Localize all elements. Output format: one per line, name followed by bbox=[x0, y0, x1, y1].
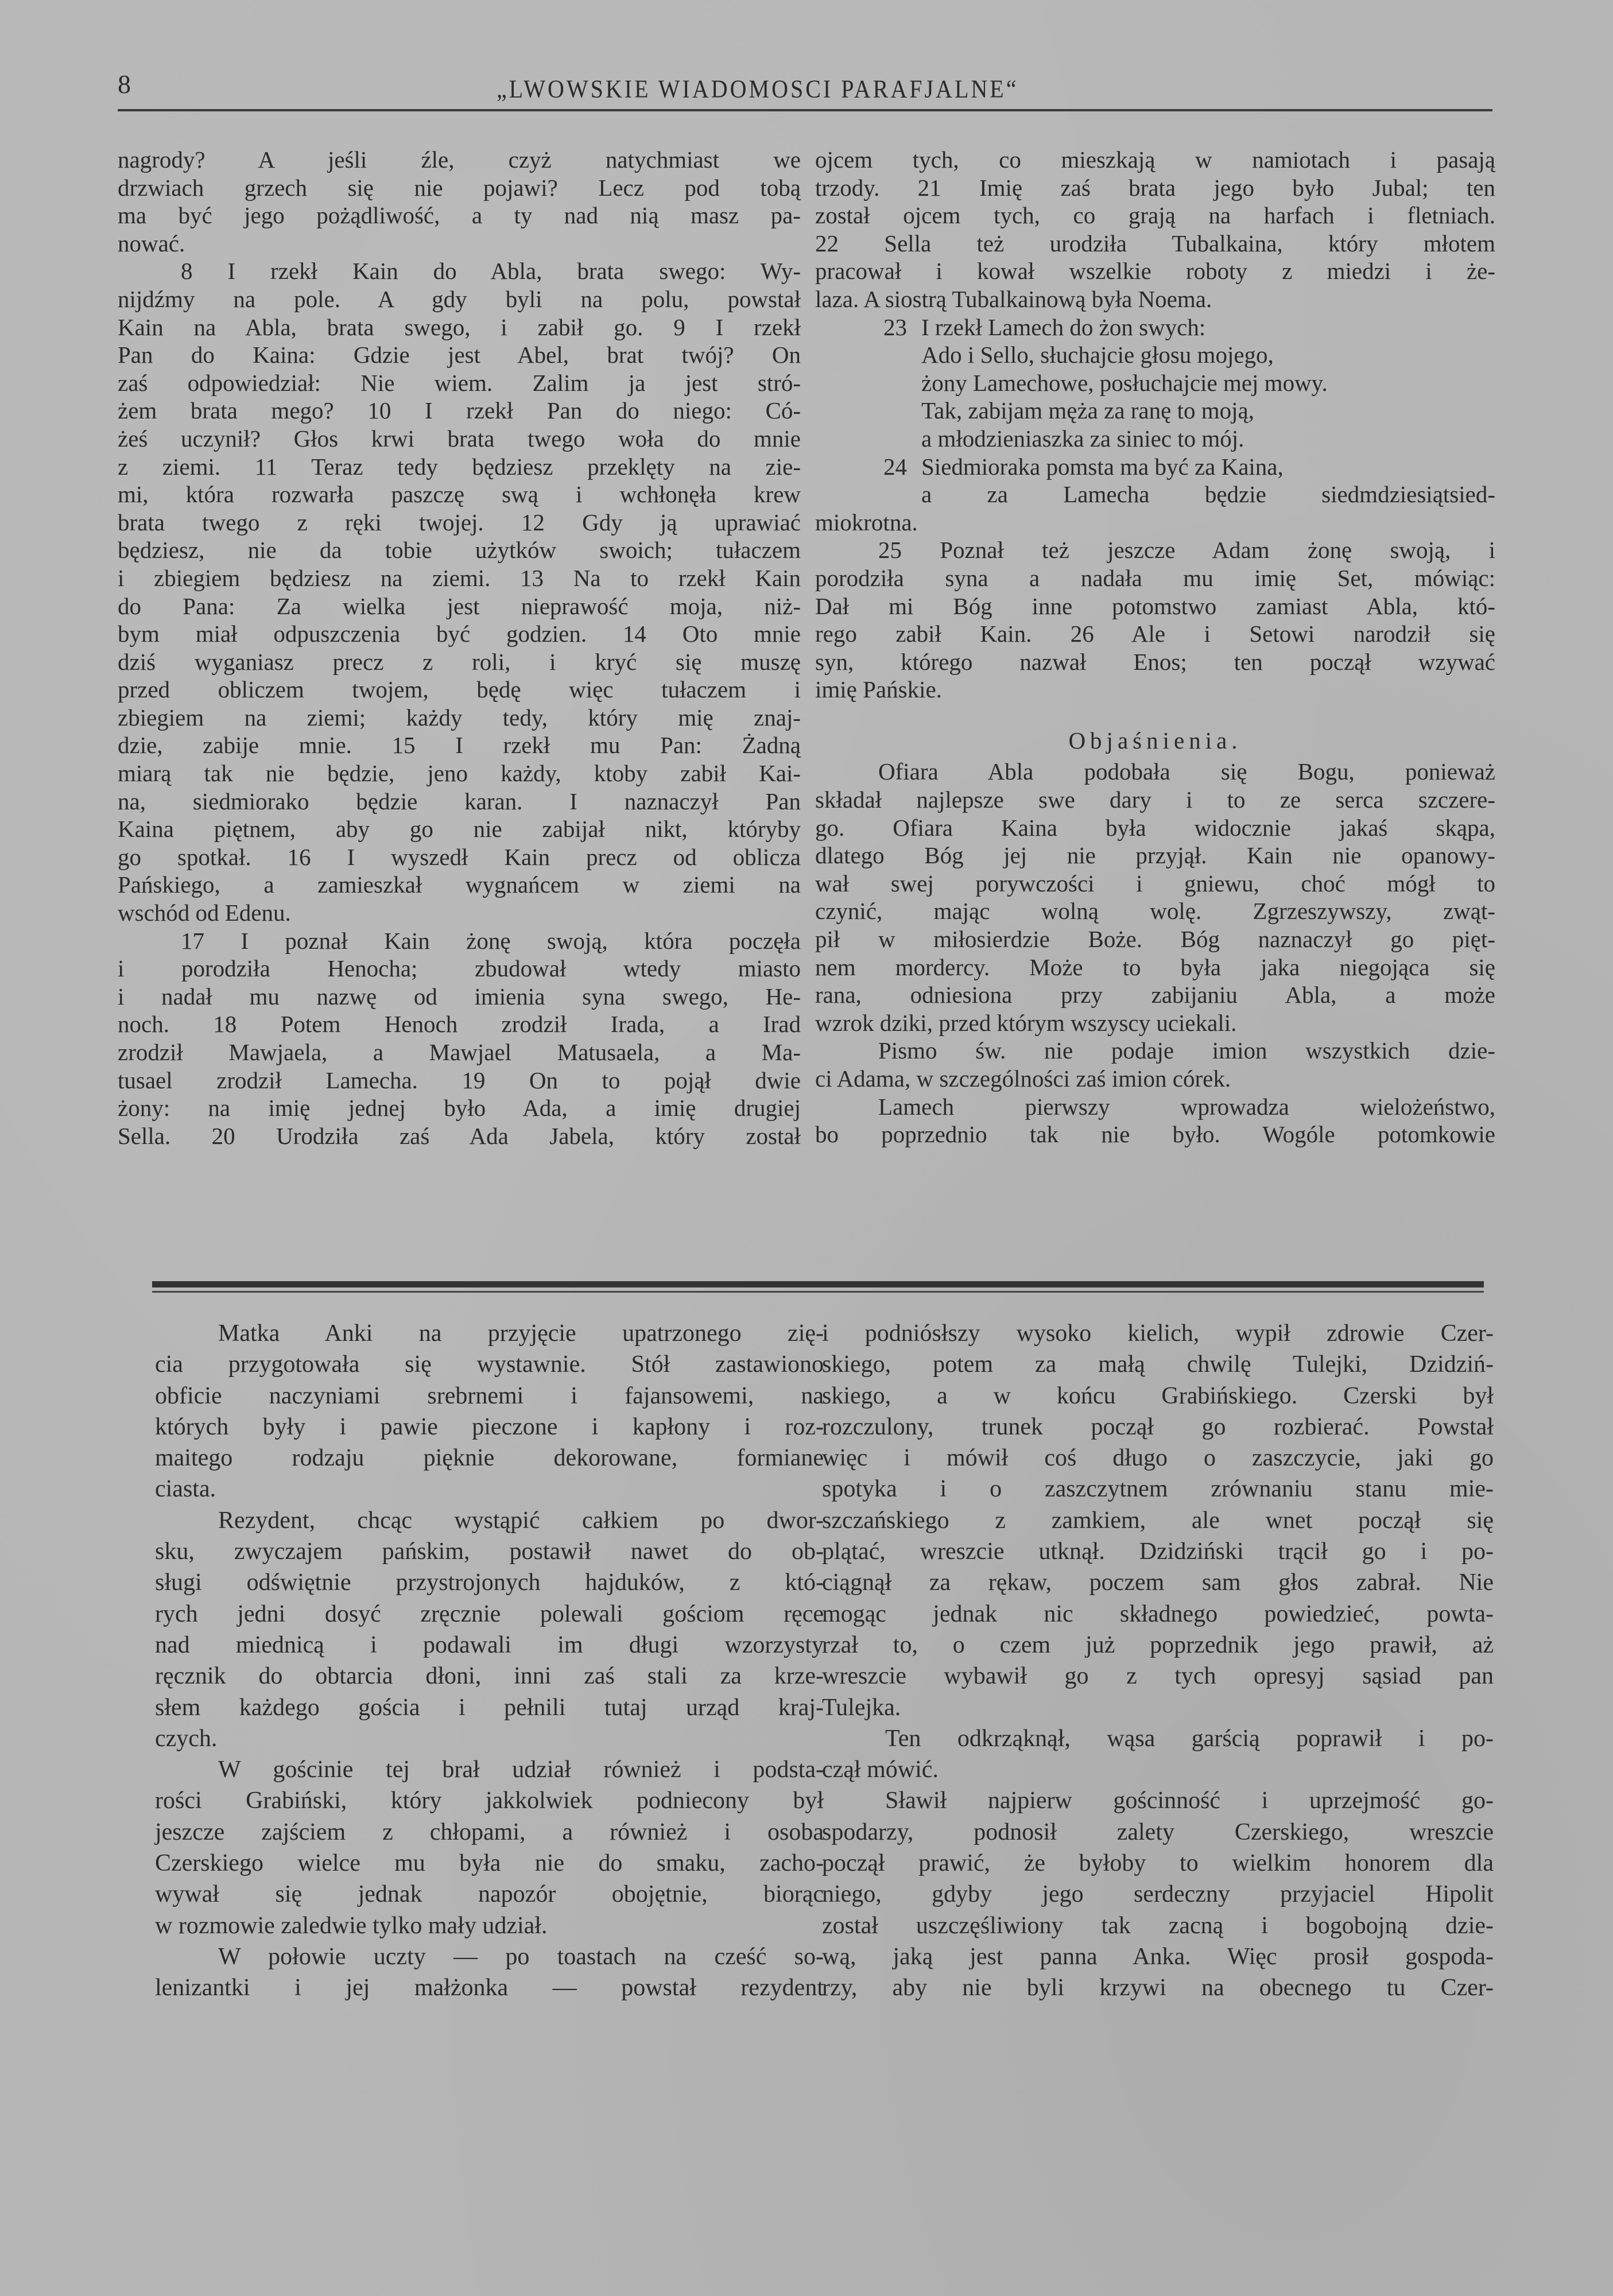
text-line: żony: na imię jednej było Ada, a imię drugiej bbox=[118, 1095, 801, 1122]
text-line: ręcznik do obtarcia dłoni, inni zaś stali za krze- bbox=[155, 1663, 824, 1690]
text-line: syn, którego nazwał Enos; ten począł wzywać bbox=[815, 648, 1495, 675]
text-line: wzrok dziki, przed którym wszyscy uciekali. bbox=[815, 1009, 1237, 1036]
text-line: wschód od Edenu. bbox=[118, 899, 291, 926]
text-line: noch. 18 Potem Henoch zrodził Irada, a Irad bbox=[118, 1011, 801, 1038]
text-line: składał najlepsze swe dary i to ze serca szczere- bbox=[815, 786, 1495, 813]
text-line: Sella. 20 Urodziła zaś Ada Jabela, który został bbox=[118, 1122, 801, 1149]
text-line: do Pana: Za wielka jest nieprawość moja, niż- bbox=[118, 592, 801, 619]
text-line: sku, zwyczajem pańskim, postawił nawet do ob- bbox=[155, 1538, 824, 1565]
text-line: wreszcie wybawił go z tych opresyj sąsiad pan bbox=[822, 1663, 1494, 1690]
poem-text: Siedmioraka pomsta ma być za Kaina, bbox=[921, 453, 1284, 480]
text-line: rych jedni dosyć zręcznie polewali gościom ręce bbox=[155, 1600, 824, 1627]
text-line: Kain na Abla, brata swego, i zabił go. 9 I rzekł bbox=[118, 313, 801, 340]
text-line: ma być jego pożądliwość, a ty nad nią masz pa- bbox=[118, 202, 801, 229]
text-line: brata twego z ręki twojej. 12 Gdy ją uprawiać bbox=[118, 509, 801, 536]
header-rule bbox=[118, 109, 1492, 111]
text-line: wywał się jednak napozór obojętnie, biorąc bbox=[155, 1881, 824, 1908]
text-line: ciągnął za rękaw, poczem sam głos zabrał. Nie bbox=[822, 1569, 1494, 1596]
text-line: wą, jaką jest panna Anka. Więc prosił gospoda- bbox=[822, 1943, 1494, 1970]
verse-number: 24 bbox=[883, 453, 907, 480]
column-top-left bbox=[118, 146, 801, 1150]
poem-line bbox=[815, 480, 1495, 509]
text-line: lenizantki i jej małżonka — powstał rezydent bbox=[155, 1975, 824, 2002]
text-line: począł prawić, że byłoby to wielkim honorem dla bbox=[822, 1850, 1494, 1877]
text-line: Sławił najpierw gościnność i uprzejmość go- bbox=[885, 1787, 1494, 1814]
poem-text: Tak, zabijam męża za ranę to moją, bbox=[921, 397, 1254, 424]
section-heading: Objaśnienia. bbox=[1068, 727, 1242, 754]
text-line: słem każdego gościa i pełnili tutaj urząd kraj- bbox=[155, 1694, 824, 1721]
text-line: laza. A siostrą Tubalkainową była Noema. bbox=[815, 285, 1212, 312]
text-line: Dał mi Bóg inne potomstwo zamiast Abla, któ- bbox=[815, 592, 1495, 619]
text-line: Tulejka. bbox=[822, 1694, 901, 1721]
lamech-song bbox=[815, 313, 1495, 509]
text-line: przed obliczem twojem, będę więc tułaczem i bbox=[118, 676, 801, 703]
text-line: 8 I rzekł Kain do Abla, brata swego: Wy- bbox=[181, 258, 801, 285]
text-line: ci Adama, w szczególności zaś imion córek. bbox=[815, 1065, 1231, 1092]
poem-text: a za Lamecha będzie siedmdziesiątsied- bbox=[921, 481, 1495, 508]
text-line: dziś wyganiasz precz z roli, i kryć się muszę bbox=[118, 648, 801, 675]
text-line: go. Ofiara Kaina była widocznie jakaś skąpa, bbox=[815, 814, 1495, 841]
text-line: których były i pawie pieczone i kapłony i roz- bbox=[155, 1413, 824, 1440]
text-line: Pańskiego, a zamieszkał wygnańcem w ziemi na bbox=[118, 871, 801, 898]
text-line: dzie, zabije mnie. 15 I rzekł mu Pan: Żadną bbox=[118, 732, 801, 759]
poem-text: a młodzieniaszka za siniec to mój. bbox=[921, 425, 1244, 452]
poem-line bbox=[815, 341, 1495, 369]
poem-line bbox=[815, 453, 1495, 481]
text-line: nować. bbox=[118, 230, 185, 257]
text-line: rego zabił Kain. 26 Ale i Setowi narodził się bbox=[815, 620, 1495, 647]
text-line: z ziemi. 11 Teraz tedy będziesz przeklęty na zie- bbox=[118, 453, 801, 480]
text-line: W gościnie tej brał udział również i podsta- bbox=[218, 1756, 824, 1783]
text-line: sługi odświętnie przystrojonych hajduków, z któ- bbox=[155, 1569, 824, 1596]
poem-text: żony Lamechowe, posłuchajcie mej mowy. bbox=[921, 369, 1328, 396]
text-line: W połowie uczty — po toastach na cześć so- bbox=[218, 1943, 824, 1970]
text-line: żeś uczynił? Głos krwi brata twego woła do mnie bbox=[118, 425, 801, 452]
text-line: porodziła syna a nadała mu imię Set, mówiąc: bbox=[815, 564, 1495, 591]
text-line: nijdźmy na pole. A gdy byli na polu, powstał bbox=[118, 285, 801, 312]
text-line: zrodził Mawjaela, a Mawjael Matusaela, a Ma- bbox=[118, 1039, 801, 1065]
text-line: wał swej porywczości i gniewu, choć mógł to bbox=[815, 870, 1495, 897]
divider-thick-rule bbox=[152, 1281, 1484, 1287]
text-line: rana, odniesiona przy zabijaniu Abla, a może bbox=[815, 982, 1495, 1009]
divider-thin-rule bbox=[152, 1291, 1484, 1293]
feuilleton-divider bbox=[152, 1281, 1484, 1293]
text-line: tusael zrodził Lamecha. 19 On to pojął dwie bbox=[118, 1066, 801, 1093]
column-bottom-left bbox=[155, 1318, 824, 2004]
text-line: jeszcze zajściem z chłopami, a również i osoba bbox=[155, 1818, 824, 1845]
text-line: i nadał mu nazwę od imienia syna swego, He- bbox=[118, 983, 801, 1010]
running-title: „LWOWSKIE WIADOMOSCI PARAFJALNE“ bbox=[497, 74, 1019, 103]
text-line: Czerskiego wielce mu była nie do smaku, zacho- bbox=[155, 1850, 824, 1877]
text-line: 25 Poznał też jeszcze Adam żonę swoją, i bbox=[878, 537, 1495, 564]
text-line: i podniósłszy wysoko kielich, wypił zdrowie Czer- bbox=[822, 1320, 1494, 1347]
text-line: 22 Sella też urodziła Tubalkaina, który młotem bbox=[815, 230, 1495, 257]
poem-line bbox=[815, 397, 1495, 425]
text-line: pracował i kował wszelkie roboty z miedzi i że- bbox=[815, 258, 1495, 285]
text-line: miokrotna. bbox=[815, 509, 918, 536]
text-line: zbiegiem na ziemi; każdy tedy, który mię znaj- bbox=[118, 704, 801, 731]
text-line: ojcem tych, co mieszkają w namiotach i pasają bbox=[815, 146, 1495, 173]
text-line: niego, gdyby jego serdeczny przyjaciel Hipolit bbox=[822, 1881, 1494, 1908]
text-line: trzody. 21 Imię zaś brata jego było Jubal; ten bbox=[815, 174, 1495, 201]
poem-line bbox=[815, 369, 1495, 397]
text-line: szczańskiego z zamkiem, ale wnet począł się bbox=[822, 1507, 1494, 1534]
text-line: drzwiach grzech się nie pojawi? Lecz pod tobą bbox=[118, 174, 801, 201]
text-line: rzał to, o czem już poprzednik jego prawił, aż bbox=[822, 1631, 1494, 1658]
text-line: Pan do Kaina: Gdzie jest Abel, brat twój? On bbox=[118, 342, 801, 369]
text-line: bym miał odpuszczenia być godzien. 14 Oto mnie bbox=[118, 620, 801, 647]
text-line: czął mówić. bbox=[822, 1756, 939, 1783]
text-line: rości Grabiński, który jakkolwiek podniecony był bbox=[155, 1787, 824, 1814]
column-top-right bbox=[815, 146, 1495, 1149]
poem-text: I rzekł Lamech do żon swych: bbox=[921, 313, 1206, 340]
poem-line bbox=[815, 425, 1495, 453]
text-line: ciasta. bbox=[155, 1476, 216, 1503]
column-bottom-right bbox=[822, 1318, 1494, 2004]
text-line: czynić, mając wolną wolę. Zgrzeszywszy, zwąt- bbox=[815, 898, 1495, 925]
poem-line bbox=[815, 313, 1495, 342]
text-line: Kaina piętnem, aby go nie zabijał nikt, któryby bbox=[118, 816, 801, 843]
text-line: miarą tak nie będzie, jeno każdy, ktoby zabił Kai- bbox=[118, 760, 801, 787]
text-line: został uszczęśliwiony tak zacną i bogobojną dzie- bbox=[822, 1912, 1494, 1939]
text-line: obficie naczyniami srebrnemi i fajansowemi, na bbox=[155, 1382, 824, 1409]
verse-number: 23 bbox=[883, 313, 907, 340]
text-line: nem mordercy. Może to była jaka niegojąca się bbox=[815, 953, 1495, 980]
text-line: spodarzy, podnosił zalety Czerskiego, wreszcie bbox=[822, 1818, 1494, 1845]
text-line: imię Pańskie. bbox=[815, 676, 942, 703]
text-line: rozczulony, trunek począł go rozbierać. Powstał bbox=[822, 1413, 1494, 1440]
text-line: nagrody? A jeśli źle, czyż natychmiast we bbox=[118, 146, 801, 173]
text-line: skiego, a w końcu Grabińskiego. Czerski był bbox=[822, 1382, 1494, 1409]
text-line: i zbiegiem będziesz na ziemi. 13 Na to rzekł Kain bbox=[118, 564, 801, 591]
text-line: go spotkał. 16 I wyszedł Kain precz od oblicza bbox=[118, 843, 801, 870]
text-line: zaś odpowiedział: Nie wiem. Zalim ja jest stró- bbox=[118, 369, 801, 396]
page-header bbox=[118, 63, 1492, 115]
text-line: 17 I poznał Kain żonę swoją, która poczęła bbox=[181, 927, 801, 954]
text-line: żem brata mego? 10 I rzekł Pan do niego: Có- bbox=[118, 397, 801, 424]
text-line: Ten odkrząknął, wąsa garścią poprawił i po- bbox=[885, 1725, 1494, 1752]
text-line: czych. bbox=[155, 1725, 218, 1752]
text-line: dlatego Bóg jej nie przyjął. Kain nie opanowy- bbox=[815, 842, 1495, 869]
text-line: rzy, aby nie byli krzywi na obecnego tu Czer- bbox=[822, 1975, 1494, 2002]
text-line: Rezydent, chcąc wystąpić całkiem po dwor- bbox=[218, 1507, 824, 1534]
text-line: został ojcem tych, co grają na harfach i fletniach. bbox=[815, 202, 1495, 229]
text-line: spotyka i o zaszczytnem zrównaniu stanu mie- bbox=[822, 1476, 1494, 1503]
text-line: cia przygotowała się wystawnie. Stół zastawiono bbox=[155, 1351, 824, 1378]
text-line: Matka Anki na przyjęcie upatrzonego zię- bbox=[218, 1320, 824, 1347]
poem-text: Ado i Sello, słuchajcie głosu mojego, bbox=[921, 342, 1274, 369]
page-number: 8 bbox=[118, 69, 131, 99]
text-line: bo poprzednio tak nie było. Wogóle potomkowie bbox=[815, 1121, 1495, 1148]
text-line: będziesz, nie da tobie użytków swoich; tułaczem bbox=[118, 537, 801, 564]
text-line: mogąc jednak nic składnego powiedzieć, powta- bbox=[822, 1600, 1494, 1627]
text-line: więc i mówił coś długo o zaszczycie, jaki go bbox=[822, 1445, 1494, 1472]
text-line: Ofiara Abla podobała się Bogu, ponieważ bbox=[878, 758, 1495, 785]
text-line: Lamech pierwszy wprowadza wielożeństwo, bbox=[878, 1093, 1495, 1120]
text-line: nad miednicą i podawali im długi wzorzysty bbox=[155, 1631, 824, 1658]
text-line: i porodziła Henocha; zbudował wtedy miasto bbox=[118, 955, 801, 982]
text-line: mi, która rozwarła paszczę swą i wchłonęła krew bbox=[118, 481, 801, 508]
text-line: w rozmowie zaledwie tylko mały udział. bbox=[155, 1912, 548, 1939]
text-line: skiego, potem za małą chwilę Tulejki, Dzidziń- bbox=[822, 1351, 1494, 1378]
text-line: Pismo św. nie podaje imion wszystkich dzie- bbox=[878, 1037, 1495, 1064]
text-line: na, siedmiorako będzie karan. I naznaczył Pan bbox=[118, 788, 801, 815]
text-line: pił w miłosierdzie Boże. Bóg naznaczył go pięt- bbox=[815, 926, 1495, 953]
text-line: plątać, wreszcie utknął. Dzidziński trącił go i po- bbox=[822, 1538, 1494, 1565]
text-line: maitego rodzaju pięknie dekorowane, formiane bbox=[155, 1445, 824, 1472]
